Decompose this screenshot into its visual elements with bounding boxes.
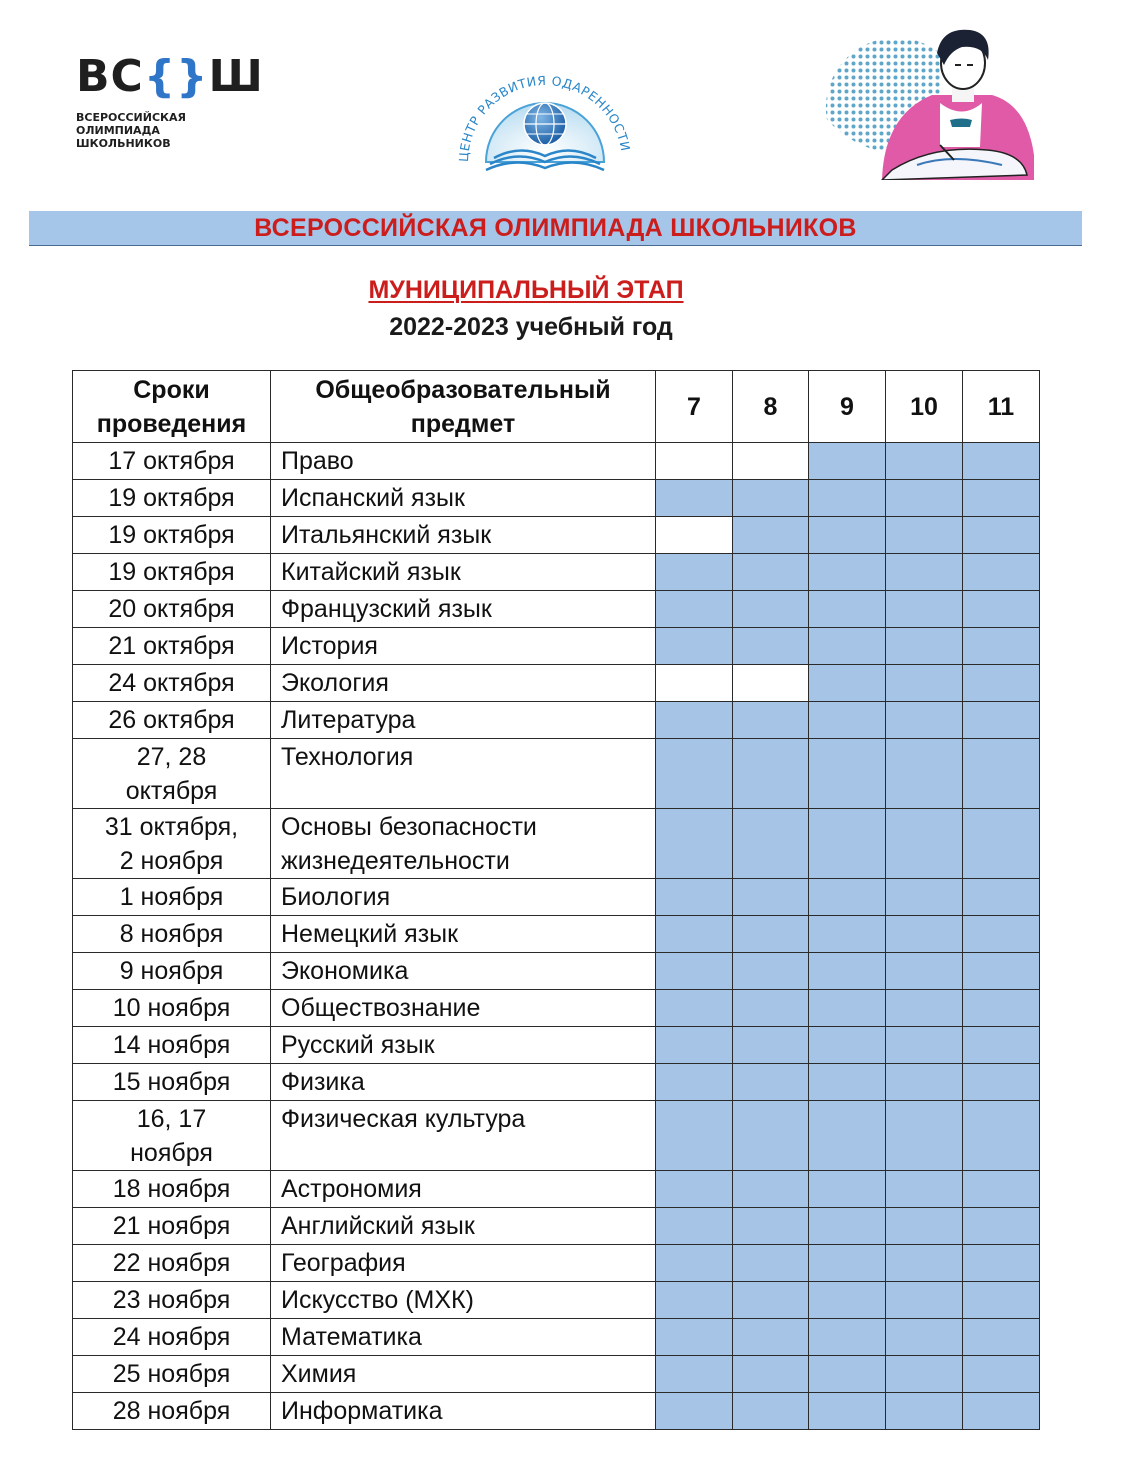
subject-line: Итальянский язык (281, 521, 492, 549)
date-line: 27, 28 (136, 743, 207, 771)
grade-cell-participating (963, 443, 1040, 480)
date-cell (73, 702, 271, 739)
date-line: 28 ноября (112, 1397, 231, 1425)
subject-line: Английский язык (281, 1212, 475, 1240)
grade-cell-participating (733, 1101, 809, 1171)
grade-column-header: 9 (809, 371, 886, 443)
date-cell (73, 739, 271, 809)
grade-cell-participating (656, 809, 733, 879)
grade-cell-participating (733, 953, 809, 990)
date-cell (73, 1208, 271, 1245)
grade-cell-participating (963, 628, 1040, 665)
grade-cell-participating (656, 916, 733, 953)
grade-cell-participating (733, 916, 809, 953)
grade-cell-participating (963, 554, 1040, 591)
table-row (73, 1282, 1040, 1319)
subject-line: Физическая культура (281, 1105, 526, 1133)
date-cell (73, 517, 271, 554)
table-row (73, 1208, 1040, 1245)
date-line: 8 ноября (119, 920, 224, 948)
table-row (73, 443, 1040, 480)
date-line: 21 октября (108, 632, 235, 660)
student-icon (822, 25, 1037, 180)
grade-cell-participating (886, 1319, 963, 1356)
subject-line: Экология (281, 669, 389, 697)
grade-cell-participating (809, 628, 886, 665)
date-line: 22 ноября (112, 1249, 231, 1277)
grade-cell-participating (656, 990, 733, 1027)
date-line: 16, 17 (136, 1105, 207, 1133)
grade-cell-participating (733, 1208, 809, 1245)
schedule-table (72, 370, 1040, 1430)
grade-cell-participating (886, 1101, 963, 1171)
logo-mark-part: ВС (76, 51, 144, 102)
giftedness-center-logo (446, 58, 638, 178)
grade-cell-participating (886, 739, 963, 809)
grade-column-header: 8 (733, 371, 809, 443)
date-cell (73, 628, 271, 665)
subject-cell (271, 953, 656, 990)
date-cell (73, 1282, 271, 1319)
grade-cell-participating (886, 1356, 963, 1393)
subject-cell (271, 517, 656, 554)
subject-line: Биология (281, 883, 391, 911)
grade-cell-participating (809, 1245, 886, 1282)
grade-cell-empty (656, 517, 733, 554)
subject-cell (271, 879, 656, 916)
table-row (73, 628, 1040, 665)
grade-cell-participating (963, 739, 1040, 809)
logo-mark-brace: { (143, 51, 177, 102)
subject-line: Испанский язык (281, 484, 465, 512)
grade-cell-participating (733, 1027, 809, 1064)
grade-cell-participating (656, 739, 733, 809)
grade-cell-participating (809, 1393, 886, 1430)
grade-cell-participating (656, 480, 733, 517)
grade-cell-participating (963, 879, 1040, 916)
subject-cell (271, 809, 656, 879)
date-cell (73, 990, 271, 1027)
subject-column-header (271, 371, 656, 443)
grade-cell-participating (963, 953, 1040, 990)
date-cell (73, 554, 271, 591)
subject-line: жизнедеятельности (281, 847, 510, 875)
subject-line: Обществознание (281, 994, 481, 1022)
logo-caption-line: ВСЕРОССИЙСКАЯ (76, 111, 186, 124)
grade-cell-empty (656, 443, 733, 480)
grade-cell-participating (809, 443, 886, 480)
grade-cell-participating (733, 1245, 809, 1282)
grade-cell-participating (809, 879, 886, 916)
date-cell (73, 1319, 271, 1356)
grade-cell-participating (809, 554, 886, 591)
grade-cell-participating (656, 1027, 733, 1064)
subject-cell (271, 1356, 656, 1393)
grade-cell-participating (809, 702, 886, 739)
grade-cell-participating (963, 517, 1040, 554)
subject-cell (271, 990, 656, 1027)
grade-cell-participating (656, 554, 733, 591)
grade-cell-participating (733, 1282, 809, 1319)
date-cell (73, 916, 271, 953)
date-cell (73, 953, 271, 990)
grade-cell-participating (963, 916, 1040, 953)
grade-cell-participating (733, 1356, 809, 1393)
banner-title: ВСЕРОССИЙСКАЯ ОЛИМПИАДА ШКОЛЬНИКОВ (254, 214, 857, 242)
date-cell (73, 1027, 271, 1064)
date-cell (73, 480, 271, 517)
table-row (73, 879, 1040, 916)
date-cell (73, 1064, 271, 1101)
subject-line: Искусство (МХК) (281, 1286, 474, 1314)
grade-cell-participating (809, 1101, 886, 1171)
grade-cell-participating (886, 554, 963, 591)
grade-cell-participating (886, 665, 963, 702)
table-header-row (73, 371, 1040, 443)
schedule-body (73, 443, 1040, 1430)
grade-cell-participating (656, 1319, 733, 1356)
grade-cell-participating (886, 809, 963, 879)
table-row (73, 591, 1040, 628)
grade-cell-participating (809, 1356, 886, 1393)
grade-cell-participating (656, 1282, 733, 1319)
table-row (73, 1393, 1040, 1430)
subject-line: Французский язык (281, 595, 492, 623)
grade-cell-participating (886, 517, 963, 554)
date-line: 19 октября (108, 558, 235, 586)
table-row (73, 1027, 1040, 1064)
table-row (73, 1356, 1040, 1393)
grade-cell-empty (733, 665, 809, 702)
table-row (73, 480, 1040, 517)
date-cell (73, 665, 271, 702)
header-line: предмет (410, 409, 516, 438)
date-line: 15 ноября (112, 1068, 231, 1096)
grade-cell-participating (733, 1064, 809, 1101)
subject-cell (271, 1393, 656, 1430)
grade-cell-participating (656, 879, 733, 916)
subject-cell (271, 1208, 656, 1245)
date-line: 10 ноября (112, 994, 231, 1022)
grade-cell-participating (886, 443, 963, 480)
grade-cell-participating (886, 480, 963, 517)
subject-cell (271, 739, 656, 809)
grade-cell-participating (809, 1208, 886, 1245)
grade-cell-participating (656, 702, 733, 739)
grade-cell-participating (809, 480, 886, 517)
date-line: 31 октября, (104, 813, 239, 841)
grade-cell-participating (963, 809, 1040, 879)
grade-cell-participating (963, 1245, 1040, 1282)
date-line: 24 октября (108, 669, 235, 697)
globe-book-icon (446, 58, 638, 178)
subject-line: Русский язык (281, 1031, 435, 1059)
subject-cell (271, 1319, 656, 1356)
grade-cell-participating (886, 1064, 963, 1101)
date-line: 19 октября (108, 484, 235, 512)
grade-cell-participating (733, 554, 809, 591)
grade-cell-participating (963, 990, 1040, 1027)
grade-cell-participating (809, 953, 886, 990)
header-line: Общеобразовательный (315, 375, 611, 404)
grade-cell-participating (809, 591, 886, 628)
grade-cell-participating (886, 990, 963, 1027)
date-line: 14 ноября (112, 1031, 231, 1059)
grade-cell-participating (733, 1171, 809, 1208)
grade-cell-participating (963, 480, 1040, 517)
date-line: 25 ноября (112, 1360, 231, 1388)
grade-cell-participating (886, 916, 963, 953)
subject-line: География (281, 1249, 406, 1277)
subject-line: Экономика (281, 957, 409, 985)
subject-cell (271, 1171, 656, 1208)
date-line: 1 ноября (119, 883, 224, 911)
subject-cell (271, 1245, 656, 1282)
date-cell (73, 443, 271, 480)
grade-cell-participating (809, 809, 886, 879)
vsosh-logo-caption (76, 111, 296, 150)
date-line: 23 ноября (112, 1286, 231, 1314)
header-line: Сроки (133, 375, 210, 404)
table-row (73, 554, 1040, 591)
date-line: октября (125, 777, 218, 805)
grade-cell-participating (886, 1171, 963, 1208)
subject-cell (271, 1282, 656, 1319)
grade-cell-participating (809, 916, 886, 953)
table-row (73, 1319, 1040, 1356)
grade-cell-participating (656, 1101, 733, 1171)
grade-cell-participating (809, 517, 886, 554)
table-row (73, 916, 1040, 953)
table-row (73, 665, 1040, 702)
grade-cell-participating (809, 1064, 886, 1101)
grade-cell-participating (733, 990, 809, 1027)
subject-cell (271, 443, 656, 480)
grade-column-header: 7 (656, 371, 733, 443)
date-column-header (73, 371, 271, 443)
table-row (73, 1064, 1040, 1101)
grade-cell-participating (733, 702, 809, 739)
grade-cell-participating (809, 665, 886, 702)
subject-line: История (281, 632, 378, 660)
subject-cell (271, 1101, 656, 1171)
vsosh-logo (76, 51, 296, 165)
grade-cell-participating (656, 1064, 733, 1101)
subject-line: Немецкий язык (281, 920, 459, 948)
date-cell (73, 1356, 271, 1393)
date-cell (73, 1101, 271, 1171)
table-row (73, 1101, 1040, 1171)
grade-cell-participating (886, 628, 963, 665)
date-line: 9 ноября (119, 957, 224, 985)
date-cell (73, 809, 271, 879)
logo-caption-line: ОЛИМПИАДА (76, 124, 160, 137)
table-row (73, 517, 1040, 554)
grade-cell-participating (963, 1027, 1040, 1064)
table-row (73, 809, 1040, 879)
logo-arc-text: ЦЕНТР РАЗВИТИЯ ОДАРЕННОСТИ (455, 72, 634, 163)
subject-cell (271, 1027, 656, 1064)
grade-cell-participating (886, 591, 963, 628)
grade-cell-empty (656, 665, 733, 702)
date-line: 26 октября (108, 706, 235, 734)
subject-cell (271, 628, 656, 665)
subject-cell (271, 702, 656, 739)
date-cell (73, 1393, 271, 1430)
table-row (73, 739, 1040, 809)
grade-cell-participating (656, 1393, 733, 1430)
grade-cell-participating (886, 1282, 963, 1319)
vsosh-logo-mark (76, 51, 296, 102)
grade-cell-participating (809, 1171, 886, 1208)
grade-cell-participating (963, 1319, 1040, 1356)
grade-cell-participating (886, 1393, 963, 1430)
subject-line: Технология (281, 743, 414, 771)
grade-cell-participating (886, 953, 963, 990)
grade-cell-participating (733, 739, 809, 809)
date-cell (73, 879, 271, 916)
date-line: 20 октября (108, 595, 235, 623)
grade-cell-participating (963, 1101, 1040, 1171)
grade-cell-participating (963, 1064, 1040, 1101)
grade-cell-participating (963, 702, 1040, 739)
date-line: 24 ноября (112, 1323, 231, 1351)
logo-mark-part: Ш (208, 51, 264, 102)
grade-cell-participating (886, 1245, 963, 1282)
grade-cell-participating (809, 1282, 886, 1319)
grade-cell-participating (886, 702, 963, 739)
grade-cell-participating (963, 665, 1040, 702)
grade-cell-participating (733, 628, 809, 665)
date-line: 2 ноября (119, 847, 224, 875)
subject-cell (271, 591, 656, 628)
subject-line: Основы безопасности (281, 813, 537, 841)
date-line: ноября (130, 1139, 213, 1167)
grade-cell-participating (809, 1027, 886, 1064)
grade-cell-participating (656, 1356, 733, 1393)
grade-cell-participating (656, 591, 733, 628)
subject-line: Астрономия (281, 1175, 422, 1203)
date-line: 18 ноября (112, 1175, 231, 1203)
date-cell (73, 1245, 271, 1282)
subject-line: Китайский язык (281, 558, 461, 586)
grade-cell-participating (809, 1319, 886, 1356)
date-cell (73, 591, 271, 628)
grade-column-header: 11 (963, 371, 1040, 443)
grade-column-header: 10 (886, 371, 963, 443)
date-line: 17 октября (108, 447, 235, 475)
grade-cell-participating (886, 1208, 963, 1245)
student-writing-illustration (822, 25, 1037, 180)
date-line: 19 октября (108, 521, 235, 549)
grade-cell-participating (886, 879, 963, 916)
grade-cell-participating (733, 1319, 809, 1356)
date-cell (73, 1171, 271, 1208)
grade-cell-participating (809, 739, 886, 809)
subject-cell (271, 1064, 656, 1101)
table-row (73, 953, 1040, 990)
grade-cell-participating (963, 1282, 1040, 1319)
grade-cell-participating (733, 809, 809, 879)
grade-cell-participating (963, 1171, 1040, 1208)
logo-mark-brace: } (176, 51, 209, 102)
subject-line: Право (281, 447, 354, 475)
grade-cell-participating (733, 879, 809, 916)
subject-line: Информатика (281, 1397, 443, 1425)
grade-cell-participating (809, 990, 886, 1027)
subject-cell (271, 480, 656, 517)
logo-caption-line: ШКОЛЬНИКОВ (76, 137, 171, 150)
grade-cell-participating (656, 1208, 733, 1245)
grade-cell-participating (963, 1208, 1040, 1245)
stage-title (0, 276, 1052, 305)
stage-title-text: МУНИЦИПАЛЬНЫЙ ЭТАП (368, 276, 684, 304)
grade-cell-participating (656, 1171, 733, 1208)
table-row (73, 990, 1040, 1027)
grade-cell-empty (733, 443, 809, 480)
school-year: 2022-2023 учебный год (389, 313, 673, 341)
grade-cell-participating (733, 480, 809, 517)
grade-cell-participating (963, 591, 1040, 628)
grade-cell-participating (733, 591, 809, 628)
grade-cell-participating (656, 953, 733, 990)
grade-cell-participating (733, 1393, 809, 1430)
subject-cell (271, 916, 656, 953)
subject-line: Химия (281, 1360, 357, 1388)
subject-line: Математика (281, 1323, 422, 1351)
grade-cell-participating (963, 1393, 1040, 1430)
subject-line: Литература (281, 706, 416, 734)
subject-line: Физика (281, 1068, 365, 1096)
subject-cell (271, 665, 656, 702)
grade-cell-participating (963, 1356, 1040, 1393)
grade-cell-participating (733, 517, 809, 554)
grade-cell-participating (886, 1027, 963, 1064)
olympiad-banner (29, 211, 1082, 246)
header-line: проведения (96, 409, 247, 438)
grade-cell-participating (656, 1245, 733, 1282)
table-row (73, 1245, 1040, 1282)
grade-cell-participating (656, 628, 733, 665)
table-row (73, 1171, 1040, 1208)
subject-cell (271, 554, 656, 591)
date-line: 21 ноября (112, 1212, 231, 1240)
table-row (73, 702, 1040, 739)
